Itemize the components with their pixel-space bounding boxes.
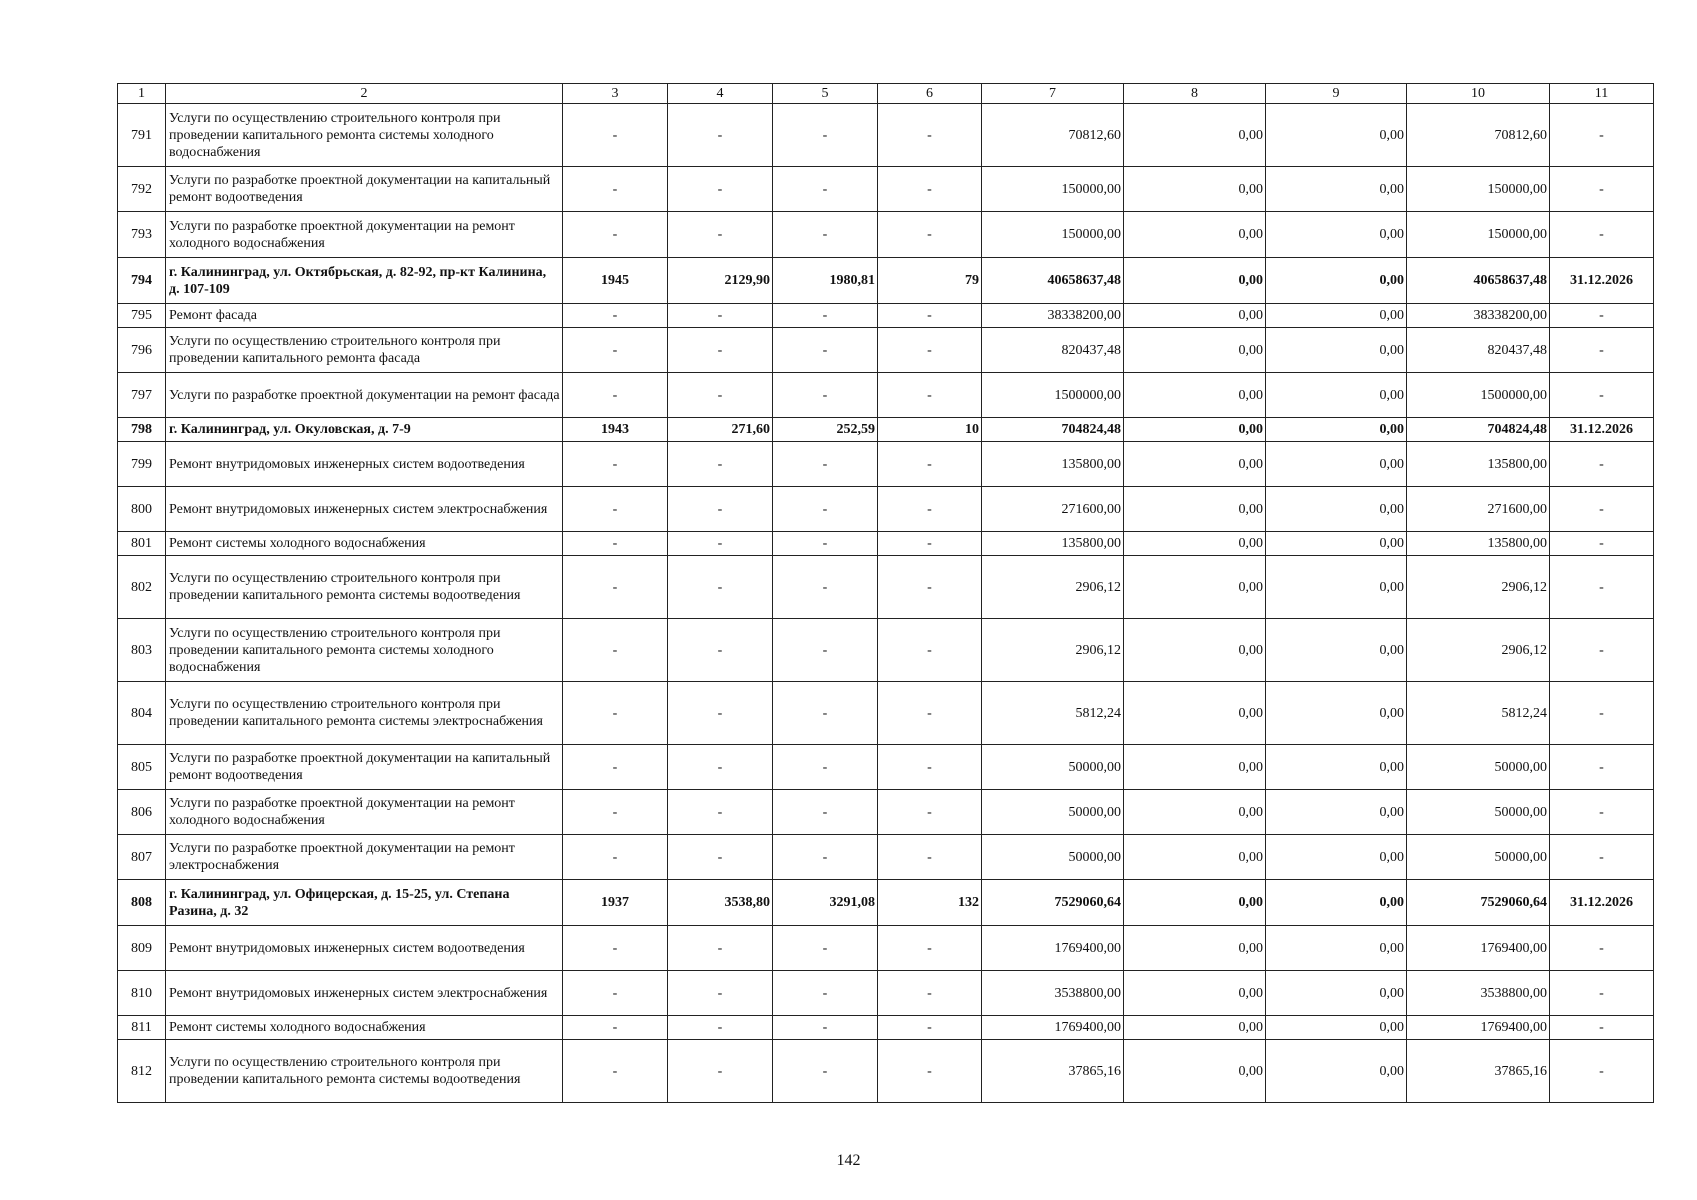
fund-cost-cell: 0,00 — [1124, 619, 1266, 682]
table-row — [118, 167, 1654, 212]
row-number-cell: 809 — [118, 926, 166, 971]
table-row — [118, 880, 1654, 926]
total-area-cell: 271,60 — [668, 418, 773, 442]
living-area-cell: - — [773, 212, 878, 258]
owners-cost-cell: 2906,12 — [1407, 556, 1550, 619]
column-header: 1 — [118, 84, 166, 104]
work-description-cell: Услуги по разработке проектной документации на капитальный ремонт водоотведения — [166, 167, 563, 212]
year-cell: - — [563, 971, 668, 1016]
total-cost-cell: 150000,00 — [982, 212, 1124, 258]
deadline-cell: 31.12.2026 — [1550, 418, 1654, 442]
total-cost-cell: 2906,12 — [982, 556, 1124, 619]
row-number-cell: 803 — [118, 619, 166, 682]
owners-cost-cell: 5812,24 — [1407, 682, 1550, 745]
living-area-cell: - — [773, 1016, 878, 1040]
total-cost-cell: 1769400,00 — [982, 1016, 1124, 1040]
total-area-cell: 3538,80 — [668, 880, 773, 926]
year-cell: - — [563, 167, 668, 212]
deadline-cell: - — [1550, 167, 1654, 212]
budget-cost-cell: 0,00 — [1266, 745, 1407, 790]
living-area-cell: - — [773, 971, 878, 1016]
living-area-cell: - — [773, 304, 878, 328]
total-cost-cell: 1500000,00 — [982, 373, 1124, 418]
fund-cost-cell: 0,00 — [1124, 556, 1266, 619]
living-area-cell: - — [773, 373, 878, 418]
living-area-cell: 3291,08 — [773, 880, 878, 926]
table-row — [118, 373, 1654, 418]
deadline-cell: - — [1550, 745, 1654, 790]
year-cell: - — [563, 790, 668, 835]
living-area-cell: - — [773, 104, 878, 167]
total-cost-cell: 135800,00 — [982, 442, 1124, 487]
owners-cost-cell: 7529060,64 — [1407, 880, 1550, 926]
fund-cost-cell: 0,00 — [1124, 745, 1266, 790]
living-area-cell: - — [773, 926, 878, 971]
total-area-cell: - — [668, 373, 773, 418]
total-cost-cell: 50000,00 — [982, 790, 1124, 835]
owners-cost-cell: 150000,00 — [1407, 212, 1550, 258]
row-number-cell: 795 — [118, 304, 166, 328]
year-cell: - — [563, 745, 668, 790]
row-number-cell: 799 — [118, 442, 166, 487]
year-cell: - — [563, 1016, 668, 1040]
deadline-cell: - — [1550, 790, 1654, 835]
total-area-cell: - — [668, 212, 773, 258]
residents-cell: - — [878, 682, 982, 745]
work-description-cell: Услуги по осуществлению строительного контроля при проведении капитального ремонта фасада — [166, 328, 563, 373]
year-cell: - — [563, 532, 668, 556]
table-row — [118, 835, 1654, 880]
residents-cell: - — [878, 1040, 982, 1103]
row-number-cell: 800 — [118, 487, 166, 532]
total-cost-cell: 3538800,00 — [982, 971, 1124, 1016]
year-cell: - — [563, 487, 668, 532]
year-cell: - — [563, 442, 668, 487]
row-number-cell: 806 — [118, 790, 166, 835]
total-area-cell: - — [668, 971, 773, 1016]
living-area-cell: - — [773, 556, 878, 619]
total-area-cell: - — [668, 487, 773, 532]
table-row — [118, 328, 1654, 373]
owners-cost-cell: 135800,00 — [1407, 532, 1550, 556]
table-row — [118, 790, 1654, 835]
table-row — [118, 212, 1654, 258]
owners-cost-cell: 40658637,48 — [1407, 258, 1550, 304]
year-cell: - — [563, 304, 668, 328]
living-area-cell: - — [773, 682, 878, 745]
budget-cost-cell: 0,00 — [1266, 418, 1407, 442]
fund-cost-cell: 0,00 — [1124, 532, 1266, 556]
year-cell: 1937 — [563, 880, 668, 926]
budget-cost-cell: 0,00 — [1266, 1016, 1407, 1040]
budget-cost-cell: 0,00 — [1266, 790, 1407, 835]
living-area-cell: - — [773, 745, 878, 790]
work-description-cell: Ремонт системы холодного водоснабжения — [166, 532, 563, 556]
owners-cost-cell: 50000,00 — [1407, 745, 1550, 790]
row-number-cell: 812 — [118, 1040, 166, 1103]
row-number-cell: 808 — [118, 880, 166, 926]
residents-cell: - — [878, 556, 982, 619]
work-description-cell: г. Калининград, ул. Октябрьская, д. 82-92, пр-кт Калинина, д. 107-109 — [166, 258, 563, 304]
budget-cost-cell: 0,00 — [1266, 487, 1407, 532]
column-header: 7 — [982, 84, 1124, 104]
owners-cost-cell: 3538800,00 — [1407, 971, 1550, 1016]
work-description-cell: Услуги по осуществлению строительного контроля при проведении капитального ремонта системы водоотведения — [166, 1040, 563, 1103]
year-cell: - — [563, 328, 668, 373]
owners-cost-cell: 2906,12 — [1407, 619, 1550, 682]
total-area-cell: - — [668, 104, 773, 167]
budget-cost-cell: 0,00 — [1266, 926, 1407, 971]
budget-cost-cell: 0,00 — [1266, 104, 1407, 167]
work-description-cell: Ремонт системы холодного водоснабжения — [166, 1016, 563, 1040]
total-area-cell: - — [668, 790, 773, 835]
residents-cell: - — [878, 328, 982, 373]
residents-cell: - — [878, 532, 982, 556]
deadline-cell: - — [1550, 926, 1654, 971]
residents-cell: - — [878, 619, 982, 682]
fund-cost-cell: 0,00 — [1124, 167, 1266, 212]
fund-cost-cell: 0,00 — [1124, 835, 1266, 880]
owners-cost-cell: 820437,48 — [1407, 328, 1550, 373]
residents-cell: - — [878, 971, 982, 1016]
total-cost-cell: 820437,48 — [982, 328, 1124, 373]
deadline-cell: - — [1550, 328, 1654, 373]
deadline-cell: - — [1550, 212, 1654, 258]
table-body — [118, 104, 1654, 1103]
row-number-cell: 794 — [118, 258, 166, 304]
total-area-cell: - — [668, 167, 773, 212]
column-header: 10 — [1407, 84, 1550, 104]
budget-cost-cell: 0,00 — [1266, 442, 1407, 487]
work-description-cell: Услуги по разработке проектной документации на ремонт электроснабжения — [166, 835, 563, 880]
work-description-cell: Услуги по осуществлению строительного контроля при проведении капитального ремонта системы электроснабжения — [166, 682, 563, 745]
total-cost-cell: 704824,48 — [982, 418, 1124, 442]
year-cell: - — [563, 926, 668, 971]
residents-cell: - — [878, 745, 982, 790]
column-header: 5 — [773, 84, 878, 104]
total-cost-cell: 38338200,00 — [982, 304, 1124, 328]
total-area-cell: - — [668, 682, 773, 745]
table-row — [118, 619, 1654, 682]
fund-cost-cell: 0,00 — [1124, 212, 1266, 258]
work-description-cell: Ремонт внутридомовых инженерных систем водоотведения — [166, 442, 563, 487]
total-area-cell: - — [668, 328, 773, 373]
total-area-cell: - — [668, 304, 773, 328]
table-row — [118, 682, 1654, 745]
total-cost-cell: 135800,00 — [982, 532, 1124, 556]
work-description-cell: Услуги по разработке проектной документации на ремонт холодного водоснабжения — [166, 790, 563, 835]
work-description-cell: Ремонт внутридомовых инженерных систем электроснабжения — [166, 487, 563, 532]
year-cell: - — [563, 682, 668, 745]
table-row — [118, 418, 1654, 442]
table-row — [118, 304, 1654, 328]
year-cell: - — [563, 373, 668, 418]
fund-cost-cell: 0,00 — [1124, 682, 1266, 745]
fund-cost-cell: 0,00 — [1124, 373, 1266, 418]
year-cell: - — [563, 104, 668, 167]
residents-cell: - — [878, 212, 982, 258]
work-description-cell: Услуги по осуществлению строительного контроля при проведении капитального ремонта системы водоотведения — [166, 556, 563, 619]
year-cell: 1943 — [563, 418, 668, 442]
row-number-cell: 804 — [118, 682, 166, 745]
total-cost-cell: 150000,00 — [982, 167, 1124, 212]
column-header: 4 — [668, 84, 773, 104]
owners-cost-cell: 1769400,00 — [1407, 926, 1550, 971]
budget-cost-cell: 0,00 — [1266, 619, 1407, 682]
residents-cell: - — [878, 487, 982, 532]
deadline-cell: - — [1550, 682, 1654, 745]
budget-cost-cell: 0,00 — [1266, 682, 1407, 745]
residents-cell: - — [878, 926, 982, 971]
residents-cell: - — [878, 304, 982, 328]
fund-cost-cell: 0,00 — [1124, 104, 1266, 167]
row-number-cell: 792 — [118, 167, 166, 212]
table-row — [118, 532, 1654, 556]
budget-cost-cell: 0,00 — [1266, 1040, 1407, 1103]
living-area-cell: - — [773, 790, 878, 835]
row-number-cell: 791 — [118, 104, 166, 167]
fund-cost-cell: 0,00 — [1124, 1040, 1266, 1103]
row-number-cell: 793 — [118, 212, 166, 258]
deadline-cell: - — [1550, 556, 1654, 619]
year-cell: - — [563, 212, 668, 258]
owners-cost-cell: 1500000,00 — [1407, 373, 1550, 418]
budget-cost-cell: 0,00 — [1266, 304, 1407, 328]
total-cost-cell: 70812,60 — [982, 104, 1124, 167]
work-description-cell: Услуги по осуществлению строительного контроля при проведении капитального ремонта системы холодного водоснабжения — [166, 619, 563, 682]
owners-cost-cell: 50000,00 — [1407, 835, 1550, 880]
total-area-cell: - — [668, 619, 773, 682]
owners-cost-cell: 135800,00 — [1407, 442, 1550, 487]
deadline-cell: - — [1550, 304, 1654, 328]
column-header: 9 — [1266, 84, 1407, 104]
table-row — [118, 442, 1654, 487]
deadline-cell: - — [1550, 971, 1654, 1016]
residents-cell: - — [878, 442, 982, 487]
row-number-cell: 797 — [118, 373, 166, 418]
budget-cost-cell: 0,00 — [1266, 328, 1407, 373]
total-area-cell: - — [668, 835, 773, 880]
total-area-cell: - — [668, 1040, 773, 1103]
budget-cost-cell: 0,00 — [1266, 212, 1407, 258]
total-area-cell: - — [668, 926, 773, 971]
living-area-cell: - — [773, 835, 878, 880]
budget-cost-cell: 0,00 — [1266, 880, 1407, 926]
fund-cost-cell: 0,00 — [1124, 418, 1266, 442]
total-cost-cell: 37865,16 — [982, 1040, 1124, 1103]
fund-cost-cell: 0,00 — [1124, 442, 1266, 487]
living-area-cell: - — [773, 167, 878, 212]
fund-cost-cell: 0,00 — [1124, 304, 1266, 328]
living-area-cell: - — [773, 328, 878, 373]
table-row — [118, 556, 1654, 619]
owners-cost-cell: 704824,48 — [1407, 418, 1550, 442]
table-row — [118, 258, 1654, 304]
fund-cost-cell: 0,00 — [1124, 328, 1266, 373]
living-area-cell: - — [773, 619, 878, 682]
owners-cost-cell: 1769400,00 — [1407, 1016, 1550, 1040]
deadline-cell: - — [1550, 1040, 1654, 1103]
total-area-cell: - — [668, 532, 773, 556]
row-number-cell: 805 — [118, 745, 166, 790]
living-area-cell: 252,59 — [773, 418, 878, 442]
deadline-cell: - — [1550, 442, 1654, 487]
residents-cell: - — [878, 790, 982, 835]
residents-cell: - — [878, 167, 982, 212]
column-number-row — [118, 84, 1654, 104]
living-area-cell: - — [773, 1040, 878, 1103]
work-description-cell: Ремонт внутридомовых инженерных систем водоотведения — [166, 926, 563, 971]
fund-cost-cell: 0,00 — [1124, 1016, 1266, 1040]
residents-cell: 10 — [878, 418, 982, 442]
deadline-cell: 31.12.2026 — [1550, 880, 1654, 926]
budget-cost-cell: 0,00 — [1266, 373, 1407, 418]
table-row — [118, 1016, 1654, 1040]
table-row — [118, 745, 1654, 790]
owners-cost-cell: 70812,60 — [1407, 104, 1550, 167]
residents-cell: - — [878, 1016, 982, 1040]
total-cost-cell: 50000,00 — [982, 835, 1124, 880]
fund-cost-cell: 0,00 — [1124, 971, 1266, 1016]
total-area-cell: - — [668, 745, 773, 790]
budget-cost-cell: 0,00 — [1266, 532, 1407, 556]
total-cost-cell: 40658637,48 — [982, 258, 1124, 304]
owners-cost-cell: 150000,00 — [1407, 167, 1550, 212]
residents-cell: 132 — [878, 880, 982, 926]
document-sheet — [117, 83, 1653, 1103]
total-area-cell: - — [668, 556, 773, 619]
deadline-cell: - — [1550, 487, 1654, 532]
column-header: 3 — [563, 84, 668, 104]
row-number-cell: 810 — [118, 971, 166, 1016]
work-description-cell: Услуги по осуществлению строительного контроля при проведении капитального ремонта системы холодного водоснабжения — [166, 104, 563, 167]
fund-cost-cell: 0,00 — [1124, 790, 1266, 835]
total-cost-cell: 50000,00 — [982, 745, 1124, 790]
row-number-cell: 801 — [118, 532, 166, 556]
fund-cost-cell: 0,00 — [1124, 880, 1266, 926]
deadline-cell: - — [1550, 1016, 1654, 1040]
total-cost-cell: 7529060,64 — [982, 880, 1124, 926]
budget-cost-cell: 0,00 — [1266, 835, 1407, 880]
living-area-cell: 1980,81 — [773, 258, 878, 304]
total-area-cell: 2129,90 — [668, 258, 773, 304]
work-description-cell: г. Калининград, ул. Офицерская, д. 15-25, ул. Степана Разина, д. 32 — [166, 880, 563, 926]
year-cell: - — [563, 556, 668, 619]
total-area-cell: - — [668, 442, 773, 487]
owners-cost-cell: 37865,16 — [1407, 1040, 1550, 1103]
total-cost-cell: 5812,24 — [982, 682, 1124, 745]
table-row — [118, 1040, 1654, 1103]
living-area-cell: - — [773, 487, 878, 532]
budget-cost-cell: 0,00 — [1266, 258, 1407, 304]
residents-cell: - — [878, 104, 982, 167]
total-cost-cell: 2906,12 — [982, 619, 1124, 682]
deadline-cell: - — [1550, 373, 1654, 418]
work-description-cell: Ремонт фасада — [166, 304, 563, 328]
page-number: 142 — [836, 1152, 861, 1169]
column-header: 6 — [878, 84, 982, 104]
residents-cell: - — [878, 373, 982, 418]
table-row — [118, 971, 1654, 1016]
residents-cell: 79 — [878, 258, 982, 304]
table-row — [118, 487, 1654, 532]
row-number-cell: 796 — [118, 328, 166, 373]
column-header: 2 — [166, 84, 563, 104]
work-description-cell: Услуги по разработке проектной документации на капитальный ремонт водоотведения — [166, 745, 563, 790]
year-cell: - — [563, 835, 668, 880]
owners-cost-cell: 271600,00 — [1407, 487, 1550, 532]
total-cost-cell: 271600,00 — [982, 487, 1124, 532]
fund-cost-cell: 0,00 — [1124, 258, 1266, 304]
total-cost-cell: 1769400,00 — [982, 926, 1124, 971]
fund-cost-cell: 0,00 — [1124, 926, 1266, 971]
deadline-cell: - — [1550, 532, 1654, 556]
work-description-cell: Услуги по разработке проектной документации на ремонт холодного водоснабжения — [166, 212, 563, 258]
budget-cost-cell: 0,00 — [1266, 556, 1407, 619]
living-area-cell: - — [773, 532, 878, 556]
fund-cost-cell: 0,00 — [1124, 487, 1266, 532]
table-row — [118, 926, 1654, 971]
owners-cost-cell: 50000,00 — [1407, 790, 1550, 835]
column-header: 8 — [1124, 84, 1266, 104]
deadline-cell: - — [1550, 104, 1654, 167]
total-area-cell: - — [668, 1016, 773, 1040]
column-header: 11 — [1550, 84, 1654, 104]
repair-program-table — [117, 83, 1654, 1103]
work-description-cell: Ремонт внутридомовых инженерных систем электроснабжения — [166, 971, 563, 1016]
budget-cost-cell: 0,00 — [1266, 971, 1407, 1016]
row-number-cell: 802 — [118, 556, 166, 619]
living-area-cell: - — [773, 442, 878, 487]
table-row — [118, 104, 1654, 167]
deadline-cell: - — [1550, 835, 1654, 880]
year-cell: - — [563, 1040, 668, 1103]
row-number-cell: 798 — [118, 418, 166, 442]
year-cell: - — [563, 619, 668, 682]
row-number-cell: 807 — [118, 835, 166, 880]
budget-cost-cell: 0,00 — [1266, 167, 1407, 212]
residents-cell: - — [878, 835, 982, 880]
owners-cost-cell: 38338200,00 — [1407, 304, 1550, 328]
deadline-cell: 31.12.2026 — [1550, 258, 1654, 304]
year-cell: 1945 — [563, 258, 668, 304]
work-description-cell: Услуги по разработке проектной документации на ремонт фасада — [166, 373, 563, 418]
work-description-cell: г. Калининград, ул. Окуловская, д. 7-9 — [166, 418, 563, 442]
deadline-cell: - — [1550, 619, 1654, 682]
row-number-cell: 811 — [118, 1016, 166, 1040]
